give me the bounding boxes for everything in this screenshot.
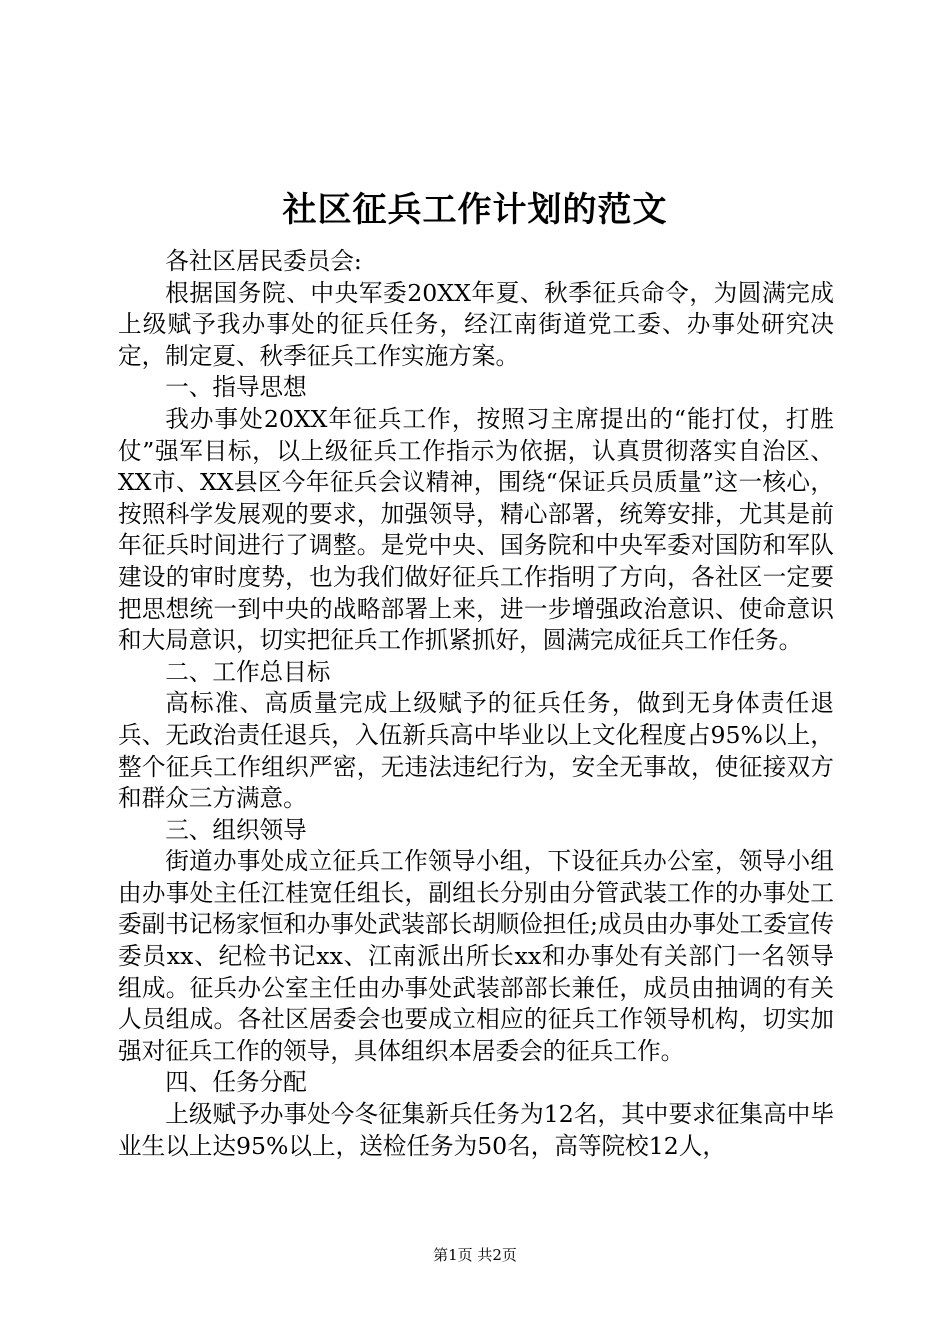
task-allocation-paragraph: 上级赋予办事处今冬征集新兵任务为12名，其中要求征集高中毕业生以上达95%以上，送检任务为50名，高等院校12人， — [118, 1100, 834, 1160]
leadership-paragraph: 街道办事处成立征兵工作领导小组，下设征兵办公室，领导小组由办事处主任江桂宽任组长，副组长分别由分管武装工作的办事处工委副书记杨家恒和办事处武装部长胡顺俭担任;成员由办事处工委宣传委员xx、纪检书记xx、江南派出所长xx和办事处有关部门一名领导组成。征兵办公室主任由办事处武装部部长兼任，成员由抽调的有关人员组成。各社区居委会也要成立相应的征兵工作领导机构，切实加强对征兵工作的领导，具体组织本居委会的征兵工作。 — [118, 847, 834, 1065]
page-footer: 第1页 共2页 — [433, 1246, 517, 1264]
overall-goal-paragraph: 高标准、高质量完成上级赋予的征兵任务，做到无身体责任退兵、无政治责任退兵，入伍新兵高中毕业以上文化程度占95%以上，整个征兵工作组织严密，无违法违纪行为，安全无事故，使征接双方和群众三方满意。 — [118, 689, 834, 813]
section-heading-task-allocation: 四、任务分配 — [165, 1068, 307, 1097]
section-heading-overall-goal: 二、工作总目标 — [165, 657, 331, 686]
section-heading-leadership: 三、组织领导 — [165, 815, 307, 844]
document-body — [118, 246, 834, 1162]
salutation: 各社区居民委员会: — [165, 247, 362, 275]
guiding-thought-paragraph: 我办事处20XX年征兵工作，按照习主席提出的“能打仗，打胜仗”强军目标，以上级征兵工作指示为依据，认真贯彻落实自治区、XX市、XX县区今年征兵会议精神，围绕“保证兵员质量”这一核心，按照科学发展观的要求，加强领导，精心部署，统筹安排，尤其是前年征兵时间进行了调整。是党中央、国务院和中央军委对国防和军队建设的审时度势，也为我们做好征兵工作指明了方向，各社区一定要把思想统一到中央的战略部署上来，进一步增强政治意识、使命意识和大局意识，切实把征兵工作抓紧抓好，圆满完成征兵工作任务。 — [118, 404, 834, 655]
intro-paragraph: 根据国务院、中央军委20XX年夏、秋季征兵命令，为圆满完成上级赋予我办事处的征兵任务，经江南街道党工委、办事处研究决定，制定夏、秋季征兵工作实施方案。 — [118, 278, 834, 370]
document-title: 社区征兵工作计划的范文 — [282, 190, 668, 230]
section-heading-guiding-thought: 一、指导思想 — [165, 373, 307, 402]
